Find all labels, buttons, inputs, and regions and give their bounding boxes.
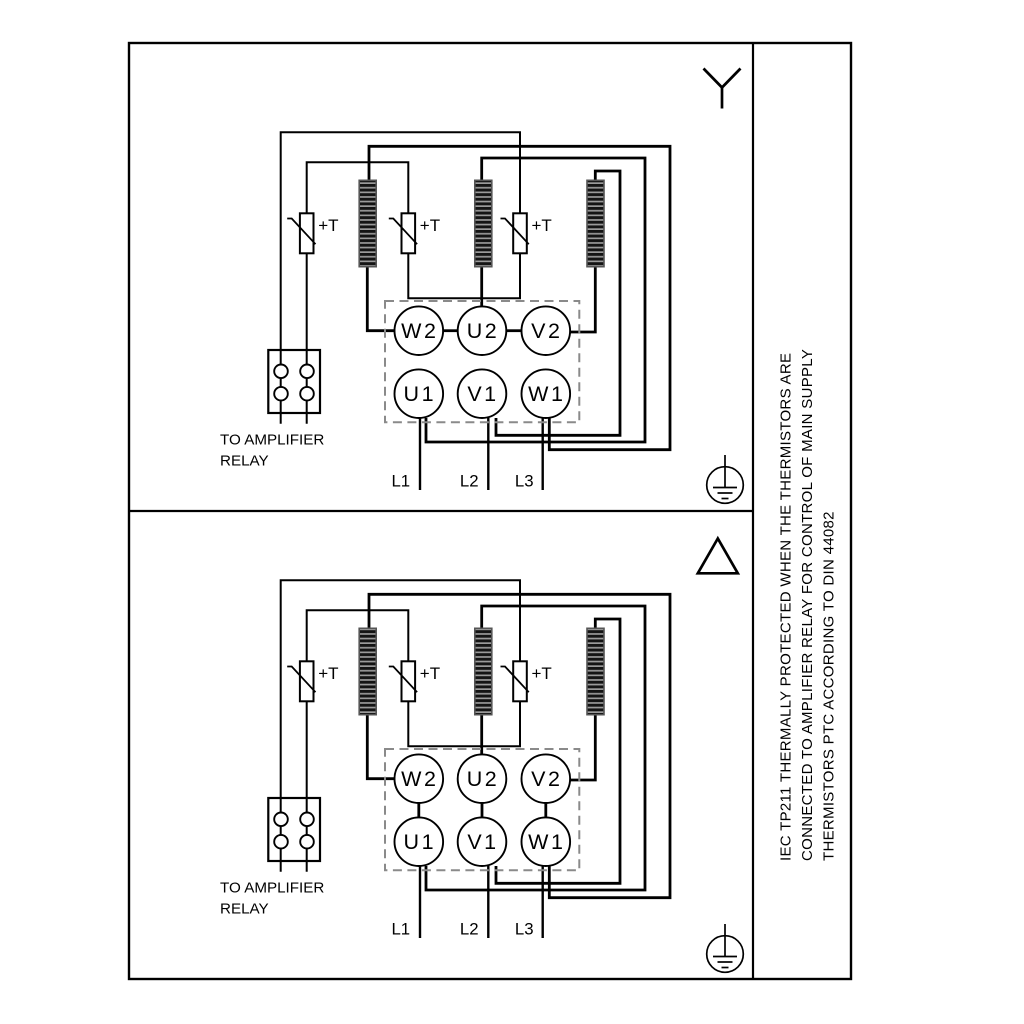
thermistor-label: +T — [318, 664, 339, 683]
relay-pin — [274, 813, 288, 827]
thermistor-label: +T — [531, 216, 552, 235]
thermistor — [300, 661, 314, 701]
relay-pin — [300, 387, 314, 401]
side-note-line: CONNECTED TO AMPLIFIER RELAY FOR CONTROL OF MAIN SUPPLY — [799, 348, 816, 861]
thermistor-label: +T — [419, 664, 441, 683]
terminal-label-w1: W1 — [528, 830, 566, 855]
motor-winding — [587, 628, 604, 714]
star-arm — [722, 69, 741, 88]
motor-winding — [359, 628, 376, 714]
terminal-label-w2: W2 — [401, 767, 439, 792]
side-note-line: IEC TP211 THERMALLY PROTECTED WHEN THE THERMISTORS ARE — [777, 352, 795, 861]
terminal-label-v2: V2 — [531, 319, 563, 344]
terminal-label-u1: U1 — [403, 830, 437, 855]
terminal-label-u2: U2 — [466, 319, 500, 344]
relay-caption-line2: RELAY — [220, 452, 269, 470]
supply-label-l1: L1 — [391, 919, 411, 939]
panel-star-connection — [220, 69, 743, 504]
supply-label-l1: L1 — [391, 471, 411, 491]
motor-winding — [359, 180, 376, 266]
winding-circuit-wire — [367, 715, 394, 779]
relay-pin — [300, 813, 314, 827]
relay-caption-line1: TO AMPLIFIER — [220, 431, 325, 449]
delta-symbol-icon — [698, 539, 738, 574]
thermistor-circuit-wire — [307, 162, 409, 213]
supply-label-l3: L3 — [514, 471, 534, 491]
panel-delta-connection — [220, 539, 743, 973]
thermistor-circuit-wire — [408, 253, 520, 298]
ground-icon — [707, 455, 744, 503]
supply-label-l2: L2 — [459, 919, 479, 939]
motor-winding — [587, 180, 604, 266]
relay-connector-box — [268, 798, 320, 861]
star-symbol-icon — [704, 69, 741, 109]
motor-winding — [475, 628, 492, 714]
terminal-label-w1: W1 — [528, 382, 566, 407]
supply-label-l3: L3 — [514, 919, 534, 939]
star-arm — [704, 69, 723, 88]
winding-circuit-wire — [570, 267, 595, 332]
terminal-label-u2: U2 — [466, 767, 500, 792]
relay-connector-box — [268, 350, 320, 413]
terminal-label-v1: V1 — [467, 382, 499, 407]
thermistor-circuit-wire — [408, 701, 520, 746]
relay-caption-line1: TO AMPLIFIER — [220, 879, 325, 897]
terminal-label-u1: U1 — [403, 382, 437, 407]
thermistor-circuit-wire — [307, 610, 409, 661]
relay-pin — [300, 835, 314, 849]
thermistor — [300, 213, 314, 253]
ground-icon — [707, 924, 744, 972]
relay-pin — [274, 835, 288, 849]
motor-winding — [475, 180, 492, 266]
relay-pin — [274, 365, 288, 379]
relay-pin — [300, 365, 314, 379]
terminal-label-v1: V1 — [467, 830, 499, 855]
winding-circuit-wire — [570, 715, 595, 780]
thermistor-label: +T — [419, 216, 441, 235]
thermistor — [513, 661, 527, 701]
thermistor-label: +T — [318, 216, 339, 235]
terminal-label-w2: W2 — [401, 319, 439, 344]
thermistor — [513, 213, 527, 253]
winding-circuit-wire — [367, 267, 394, 331]
terminal-label-v2: V2 — [531, 767, 563, 792]
supply-label-l2: L2 — [459, 471, 479, 491]
relay-caption-line2: RELAY — [220, 900, 269, 918]
thermistor — [402, 661, 416, 701]
side-note-line: THERMISTORS PTC ACCORDING TO DIN 44082 — [820, 511, 838, 861]
relay-pin — [274, 387, 288, 401]
thermistor-label: +T — [531, 664, 552, 683]
thermistor — [402, 213, 416, 253]
